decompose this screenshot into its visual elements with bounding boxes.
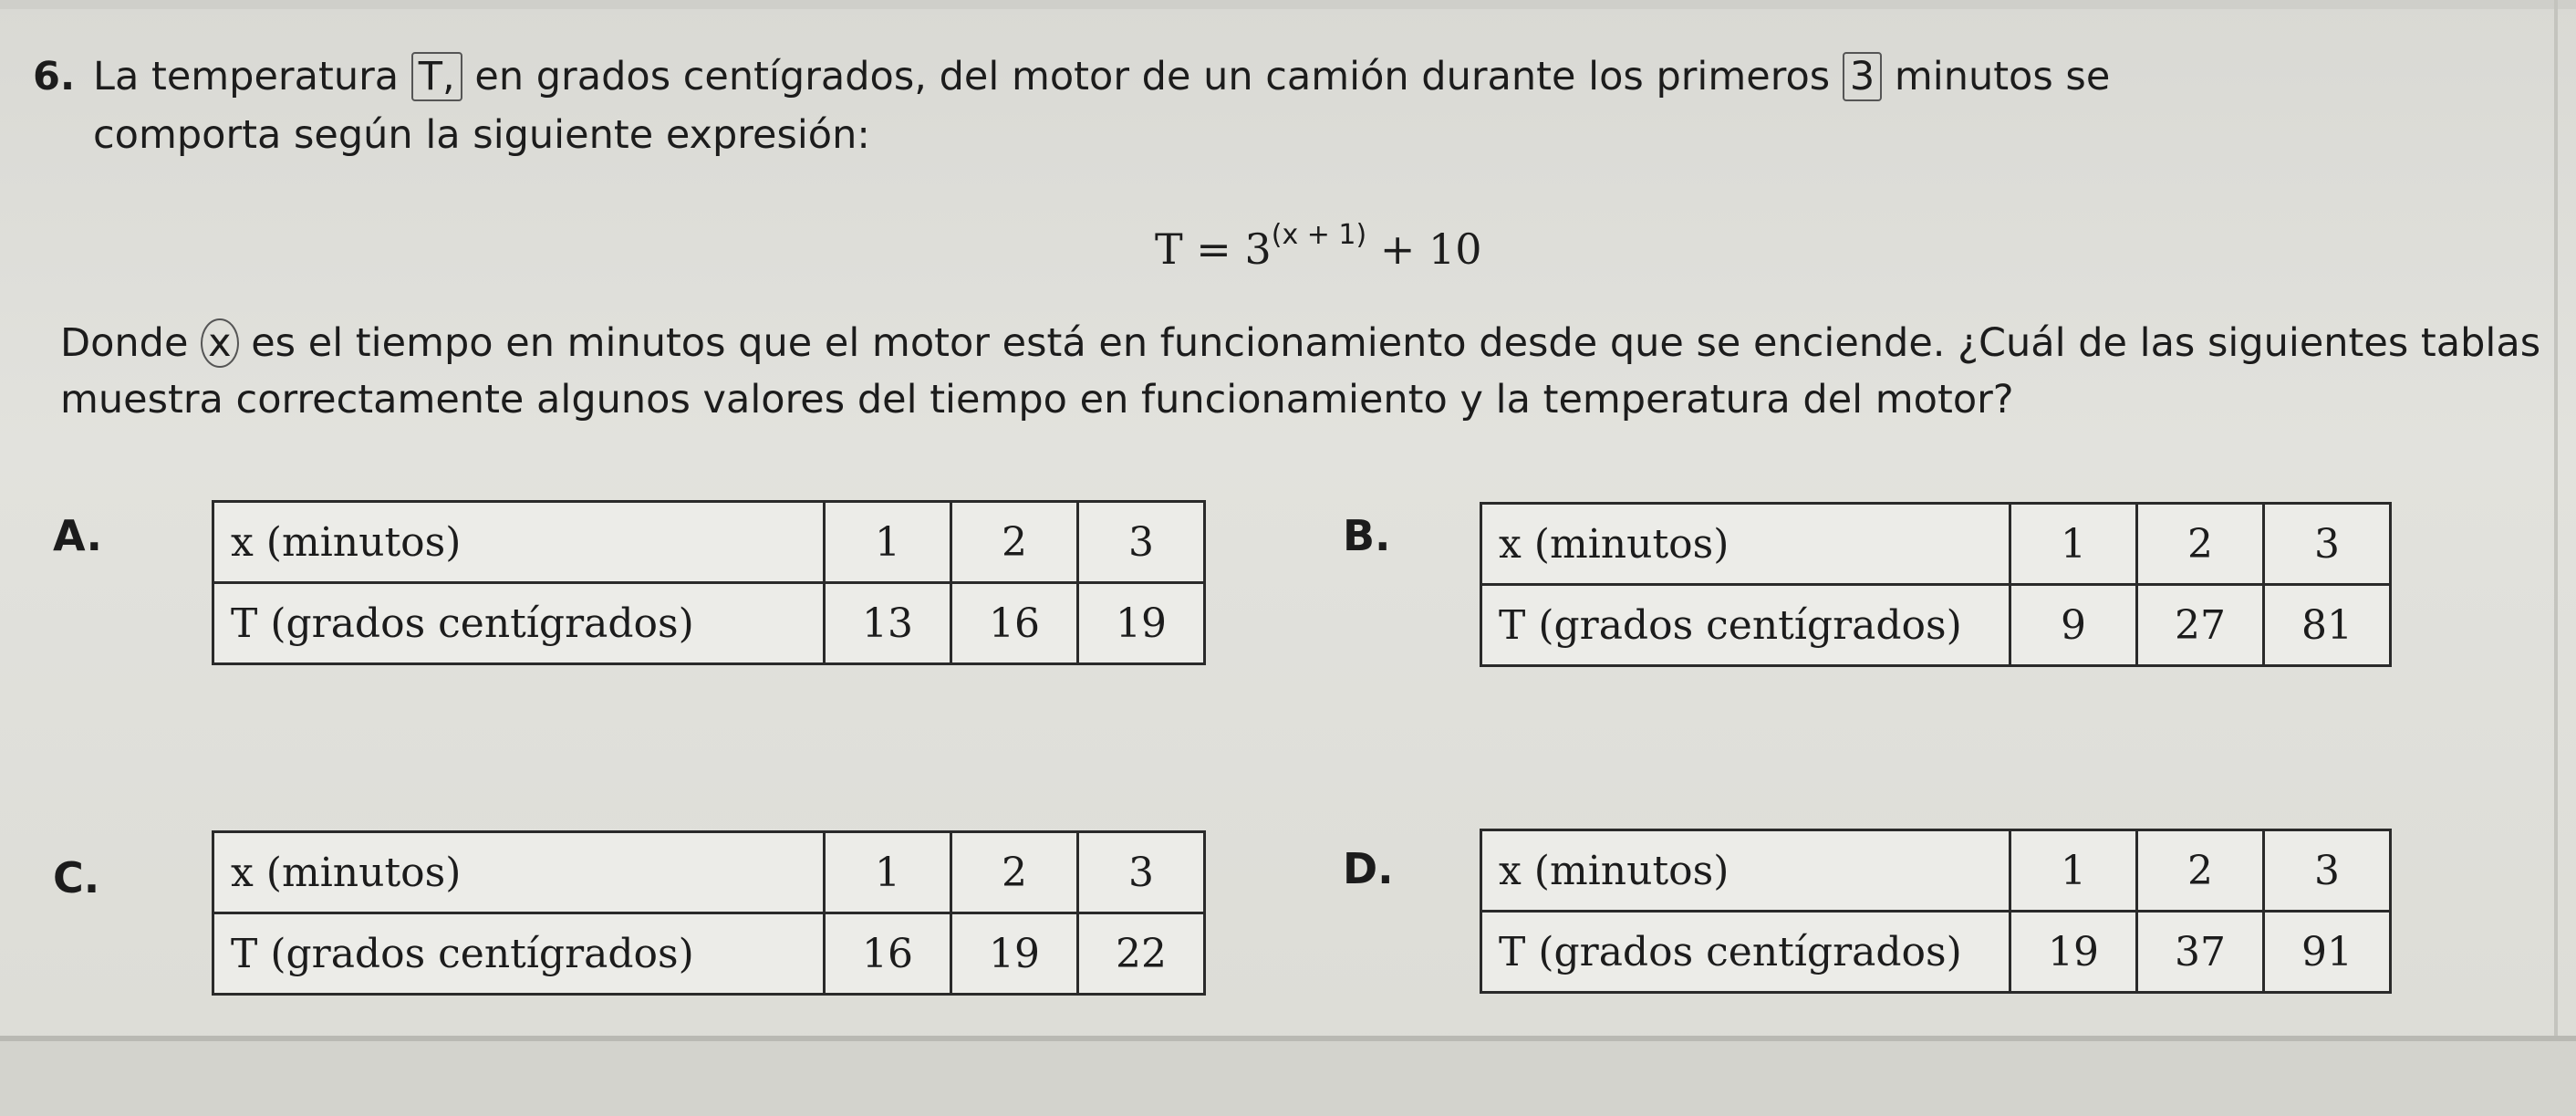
t-value-cell: 37 xyxy=(2137,912,2264,993)
t-value-cell: 91 xyxy=(2264,912,2391,993)
formula xyxy=(1155,219,1482,274)
t-label-cell: T (grados centígrados) xyxy=(1481,912,2010,993)
t-label-cell: T (grados centígrados) xyxy=(213,583,825,664)
x-label-cell: x (minutos) xyxy=(213,832,825,913)
table-row xyxy=(213,502,1205,583)
statement-line-2: comporta según la siguiente expresión: xyxy=(93,112,870,158)
formula-exponent: (x + 1) xyxy=(1271,219,1367,251)
t-label-cell: T (grados centígrados) xyxy=(1481,585,2010,666)
question-follow-text xyxy=(60,315,2541,428)
statement-text-2: en grados centígrados, del motor de un camión durante los primeros xyxy=(462,54,1843,99)
option-c-table xyxy=(212,830,1206,996)
t-value-cell: 19 xyxy=(1078,583,1205,664)
option-d-table xyxy=(1480,829,2392,994)
option-d-letter[interactable]: D. xyxy=(1343,844,1394,893)
statement-text-3: minutos se xyxy=(1882,54,2111,99)
x-value-cell: 2 xyxy=(951,832,1078,913)
table-row xyxy=(1481,912,2391,993)
x-value-cell: 2 xyxy=(951,502,1078,583)
table-row xyxy=(213,832,1205,913)
x-value-cell: 3 xyxy=(2264,830,2391,912)
x-label-cell: x (minutos) xyxy=(1481,830,2010,912)
variable-x-circled: x xyxy=(201,318,238,368)
t-label-cell: T (grados centígrados) xyxy=(213,913,825,995)
x-value-cell: 1 xyxy=(825,502,951,583)
page-bottom-area xyxy=(0,1041,2576,1116)
minutes-number-boxed: 3 xyxy=(1843,52,1882,101)
x-value-cell: 3 xyxy=(2264,504,2391,585)
option-a-table xyxy=(212,500,1206,665)
option-a-letter[interactable]: A. xyxy=(53,511,102,560)
t-value-cell: 9 xyxy=(2010,585,2137,666)
follow-text-1: Donde xyxy=(60,320,202,366)
option-c-letter[interactable]: C. xyxy=(53,853,100,902)
page-top-edge xyxy=(0,0,2576,9)
statement-text-1: La temperatura xyxy=(93,54,411,99)
variable-t-boxed: T, xyxy=(411,52,462,101)
x-value-cell: 1 xyxy=(2010,830,2137,912)
formula-lhs: T = 3 xyxy=(1155,224,1272,274)
formula-rhs: + 10 xyxy=(1366,224,1482,274)
x-label-cell: x (minutos) xyxy=(1481,504,2010,585)
question-number: 6. xyxy=(33,54,76,99)
t-value-cell: 19 xyxy=(951,913,1078,995)
table-row xyxy=(1481,504,2391,585)
x-label-cell: x (minutos) xyxy=(213,502,825,583)
t-value-cell: 27 xyxy=(2137,585,2264,666)
follow-text-2: es el tiempo en minutos que el motor está en funcionamiento desde que se enciende. ¿Cuál de las siguientes tablas muestra correctamente algunos valores del tiempo en funcionamiento y la temperatura del motor? xyxy=(60,320,2541,422)
page-right-rule xyxy=(2554,0,2558,1116)
x-value-cell: 3 xyxy=(1078,832,1205,913)
t-value-cell: 81 xyxy=(2264,585,2391,666)
option-b-table xyxy=(1480,502,2392,667)
t-value-cell: 16 xyxy=(825,913,951,995)
x-value-cell: 3 xyxy=(1078,502,1205,583)
t-value-cell: 13 xyxy=(825,583,951,664)
t-value-cell: 19 xyxy=(2010,912,2137,993)
table-row xyxy=(213,913,1205,995)
table-row xyxy=(213,583,1205,664)
t-value-cell: 16 xyxy=(951,583,1078,664)
table-row xyxy=(1481,830,2391,912)
question-statement xyxy=(93,47,2547,164)
x-value-cell: 1 xyxy=(825,832,951,913)
t-value-cell: 22 xyxy=(1078,913,1205,995)
x-value-cell: 2 xyxy=(2137,830,2264,912)
table-row xyxy=(1481,585,2391,666)
option-b-letter[interactable]: B. xyxy=(1343,511,1391,560)
x-value-cell: 2 xyxy=(2137,504,2264,585)
x-value-cell: 1 xyxy=(2010,504,2137,585)
